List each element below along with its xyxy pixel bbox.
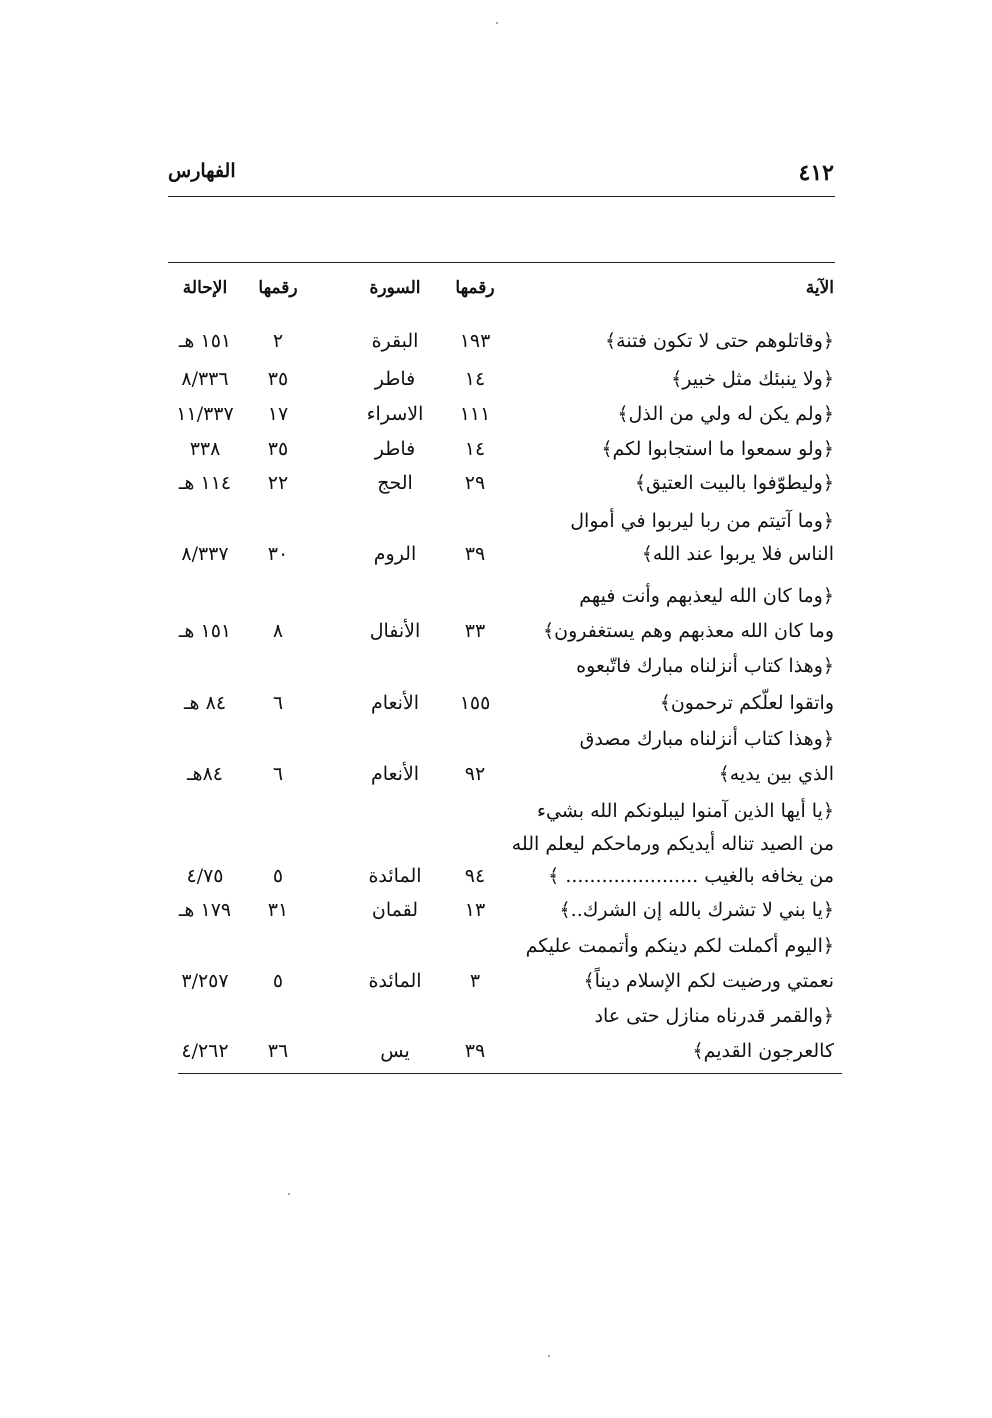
page-number: ٤١٢ — [798, 160, 834, 186]
verse-number: ٣٩ — [464, 1040, 486, 1062]
sura-number: ٦ — [272, 763, 284, 785]
scan-speck — [496, 22, 498, 24]
sura-number: ٣٦ — [267, 1040, 289, 1062]
sura-name: الحج — [377, 472, 413, 494]
verse-number: ١٣ — [464, 899, 486, 921]
sura-name: لقمان — [371, 899, 419, 921]
table-bottom-rule — [178, 1073, 842, 1074]
verse-line: ﴿وما كان الله ليعذبهم وأنت فيهم — [579, 585, 834, 607]
sura-number: ٣٠ — [267, 543, 289, 565]
verse-line: كالعرجون القديم﴾ — [692, 1040, 834, 1062]
reference: ٤/٧٥ — [186, 865, 224, 887]
scan-speck — [288, 1193, 290, 1195]
verse-line: من الصيد تناله أيديكم ورماحكم ليعلم الله — [511, 833, 834, 855]
header-rule — [168, 196, 835, 197]
sura-name: الأنعام — [370, 763, 420, 785]
sura-name: المائدة — [368, 865, 422, 887]
table-top-rule — [168, 262, 835, 263]
reference: ٣٣٨ — [189, 438, 221, 460]
verse-line: ﴿اليوم أكملت لكم دينكم وأتممت عليكم — [525, 935, 834, 957]
sura-name: فاطر — [374, 368, 416, 390]
sura-number: ٣١ — [267, 899, 289, 921]
running-title: الفهارس — [168, 160, 236, 182]
sura-number: ١٧ — [267, 403, 289, 425]
sura-number: ٣٥ — [267, 368, 289, 390]
scan-speck — [548, 1355, 550, 1357]
sura-name: الأنفال — [369, 620, 421, 642]
verse-line: نعمتي ورضيت لكم الإسلام ديناً﴾ — [583, 970, 834, 992]
sura-number: ٣٥ — [267, 438, 289, 460]
verse-line: واتقوا لعلّكم ترحمون﴾ — [659, 692, 834, 714]
verse-number: ٣ — [469, 970, 481, 992]
reference: ١١٤ هـ — [178, 472, 232, 494]
col-header-reference: الإحالة — [182, 278, 228, 298]
reference: ١٧٩ هـ — [178, 899, 232, 921]
col-header-verse-number: رقمها — [455, 278, 495, 298]
verse-line: ﴿يا أيها الذين آمنوا ليبلونكم الله بشيء — [537, 800, 834, 822]
reference: ٨٤ هـ — [183, 692, 227, 714]
sura-name: الأنعام — [370, 692, 420, 714]
verse-number: ٣٩ — [464, 543, 486, 565]
col-header-sura-number: رقمها — [258, 278, 298, 298]
sura-name: يس — [380, 1040, 410, 1062]
verse-number: ١٥٥ — [459, 692, 491, 714]
verse-line: ﴿وليطوّفوا بالبيت العتيق﴾ — [634, 472, 834, 494]
sura-name: المائدة — [368, 970, 422, 992]
verse-number: ٩٤ — [464, 865, 486, 887]
verse-line: الذي بين يديه﴾ — [718, 763, 834, 785]
verse-line: ﴿وما آتيتم من ربا ليربوا في أموال — [570, 510, 834, 532]
verse-line: ﴿والقمر قدرناه منازل حتى عاد — [594, 1005, 834, 1027]
verse-number: ٣٣ — [464, 620, 486, 642]
verse-line: ﴿وقاتلوهم حتى لا تكون فتنة﴾ — [605, 330, 834, 352]
sura-number: ٢ — [272, 330, 284, 352]
verse-line: ﴿ولو سمعوا ما استجابوا لكم﴾ — [601, 438, 834, 460]
reference: ١٥١ هـ — [178, 620, 232, 642]
reference: ٣/٢٥٧ — [181, 970, 229, 992]
reference: ٨/٣٣٧ — [181, 543, 229, 565]
verse-line: ﴿وهذا كتاب أنزلناه مبارك فاتّبعوه — [576, 655, 834, 677]
verse-line: الناس فلا يربوا عند الله﴾ — [641, 543, 834, 565]
sura-number: ٥ — [272, 970, 284, 992]
verse-line: ﴿وهذا كتاب أنزلناه مبارك مصدق — [579, 728, 834, 750]
sura-name: فاطر — [374, 438, 416, 460]
verse-line: من يخافه بالغيب ...................... ﴾ — [548, 865, 834, 887]
verse-line: وما كان الله معذبهم وهم يستغفرون﴾ — [542, 620, 834, 642]
col-header-verse: الآية — [805, 278, 834, 298]
verse-number: ٩٢ — [464, 763, 486, 785]
sura-name: الاسراء — [366, 403, 424, 425]
reference: ١١/٣٣٧ — [176, 403, 234, 425]
verse-line: ﴿ولا ينبئك مثل خبير﴾ — [671, 368, 834, 390]
verse-number: ٢٩ — [464, 472, 486, 494]
verse-number: ١٤ — [464, 438, 486, 460]
reference: ٤/٢٦٢ — [181, 1040, 229, 1062]
reference: ١٥١ هـ — [178, 330, 232, 352]
verse-number: ١١١ — [459, 403, 491, 425]
reference: ٨/٣٣٦ — [181, 368, 229, 390]
verse-number: ١٤ — [464, 368, 486, 390]
col-header-sura: السورة — [369, 278, 421, 298]
reference: ٨٤هـ — [186, 763, 223, 785]
verse-line: ﴿ولم يكن له ولي من الذل﴾ — [617, 403, 834, 425]
verse-number: ١٩٣ — [459, 330, 491, 352]
sura-number: ٨ — [272, 620, 284, 642]
sura-number: ٦ — [272, 692, 284, 714]
sura-name: البقرة — [371, 330, 419, 352]
sura-number: ٥ — [272, 865, 284, 887]
sura-number: ٢٢ — [267, 472, 289, 494]
verse-line: ﴿يا بني لا تشرك بالله إن الشرك..﴾ — [559, 899, 834, 921]
sura-name: الروم — [373, 543, 417, 565]
